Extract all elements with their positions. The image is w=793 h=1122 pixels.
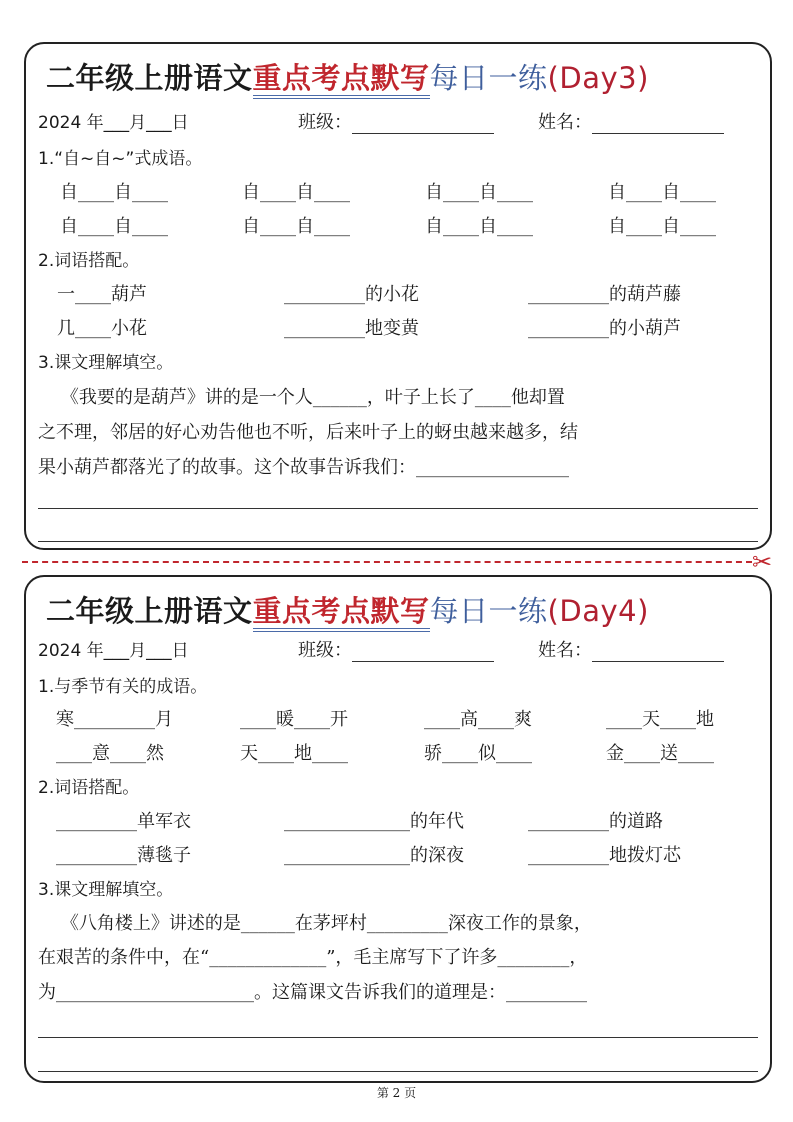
- idiom-item[interactable]: 自____自____: [60, 216, 168, 237]
- class-blank[interactable]: [352, 643, 494, 662]
- phrase-item[interactable]: _________地变黄: [284, 318, 419, 339]
- idiom-item[interactable]: ____意____然: [56, 743, 164, 764]
- idiom-item[interactable]: 自____自____: [242, 182, 350, 203]
- idiom-item[interactable]: 自____自____: [425, 216, 533, 237]
- passage-line[interactable]: 在艰苦的条件中，在“_____________”，毛主席写下了许多________，: [38, 947, 588, 968]
- sheet-title: [46, 589, 649, 630]
- idiom-item[interactable]: 天____地____: [240, 743, 348, 764]
- phrase-item[interactable]: _________薄毯子: [56, 845, 191, 866]
- passage-line[interactable]: 《我要的是葫芦》讲的是一个人______，叶子上长了____他却置: [38, 387, 565, 408]
- idiom-item[interactable]: 金____送____: [606, 743, 714, 764]
- name-blank[interactable]: [592, 115, 724, 134]
- phrase-item[interactable]: 几____小花: [57, 318, 147, 339]
- idiom-item[interactable]: 自____自____: [425, 182, 533, 203]
- title-highlight: 重点考点默写: [253, 594, 430, 632]
- question-2: 2.词语搭配。: [38, 778, 140, 798]
- idiom-item[interactable]: 自____自____: [608, 182, 716, 203]
- phrase-item[interactable]: _________的小葫芦: [528, 318, 681, 339]
- phrase-item[interactable]: ______________的深夜: [284, 845, 464, 866]
- passage-line[interactable]: 果小葫芦都落光了的故事。这个故事告诉我们：_________________: [38, 457, 569, 478]
- passage-line[interactable]: 《八角楼上》讲述的是______在茅坪村_________深夜工作的景象，: [38, 913, 592, 934]
- cut-line: [22, 561, 752, 563]
- class-label: 班级：: [298, 640, 352, 661]
- answer-line[interactable]: [38, 541, 758, 542]
- class-label: 班级：: [298, 112, 352, 133]
- phrase-item[interactable]: _________地拨灯芯: [528, 845, 681, 866]
- phrase-item[interactable]: ______________的年代: [284, 811, 464, 832]
- question-3: 3.课文理解填空。: [38, 353, 174, 373]
- title-day: (Day3): [547, 61, 649, 95]
- phrase-item[interactable]: _________的小花: [284, 284, 419, 305]
- answer-line[interactable]: [38, 1071, 758, 1072]
- phrase-item[interactable]: _________的道路: [528, 811, 663, 832]
- idiom-item[interactable]: 骄____似____: [424, 743, 532, 764]
- scissors-icon: ✂: [752, 548, 773, 576]
- answer-line[interactable]: [38, 1037, 758, 1038]
- question-1: 1.“自~自~”式成语。: [38, 149, 203, 169]
- worksheet-day4: [24, 575, 772, 1083]
- class-field: [298, 112, 494, 134]
- class-blank[interactable]: [352, 115, 494, 134]
- idiom-item[interactable]: 自____自____: [608, 216, 716, 237]
- name-field: [538, 112, 724, 134]
- date-field: 2024 年___月___日: [38, 641, 189, 661]
- idiom-item[interactable]: ____高____爽: [424, 709, 532, 730]
- title-daily: 每日一练: [429, 594, 548, 628]
- sheet-title: [46, 56, 649, 97]
- name-blank[interactable]: [592, 643, 724, 662]
- idiom-item[interactable]: 寒_________月: [56, 709, 173, 730]
- idiom-item[interactable]: ____天____地: [606, 709, 714, 730]
- page-number: 第 2 页: [376, 1086, 417, 1100]
- title-daily: 每日一练: [429, 61, 548, 95]
- question-1: 1.与季节有关的成语。: [38, 677, 208, 697]
- date-field: 2024 年___月___日: [38, 113, 189, 133]
- idiom-item[interactable]: ____暖____开: [240, 709, 348, 730]
- answer-line[interactable]: [38, 508, 758, 509]
- title-grade: 二年级上册语文: [46, 594, 253, 628]
- passage-line[interactable]: 为______________________。这篇课文告诉我们的道理是：_________: [38, 982, 587, 1003]
- name-label: 姓名：: [538, 640, 592, 661]
- name-label: 姓名：: [538, 112, 592, 133]
- question-3: 3.课文理解填空。: [38, 880, 174, 900]
- title-highlight: 重点考点默写: [253, 61, 430, 99]
- phrase-item[interactable]: _________的葫芦藤: [528, 284, 681, 305]
- name-field: [538, 640, 724, 662]
- worksheet-day3: [24, 42, 772, 550]
- title-grade: 二年级上册语文: [46, 61, 253, 95]
- phrase-item[interactable]: 一____葫芦: [57, 284, 147, 305]
- class-field: [298, 640, 494, 662]
- idiom-item[interactable]: 自____自____: [242, 216, 350, 237]
- phrase-item[interactable]: _________单军衣: [56, 811, 191, 832]
- idiom-item[interactable]: 自____自____: [60, 182, 168, 203]
- passage-line: 之不理，邻居的好心劝告他也不听，后来叶子上的蚜虫越来越多，结: [38, 422, 578, 443]
- title-day: (Day4): [547, 594, 649, 628]
- question-2: 2.词语搭配。: [38, 251, 140, 271]
